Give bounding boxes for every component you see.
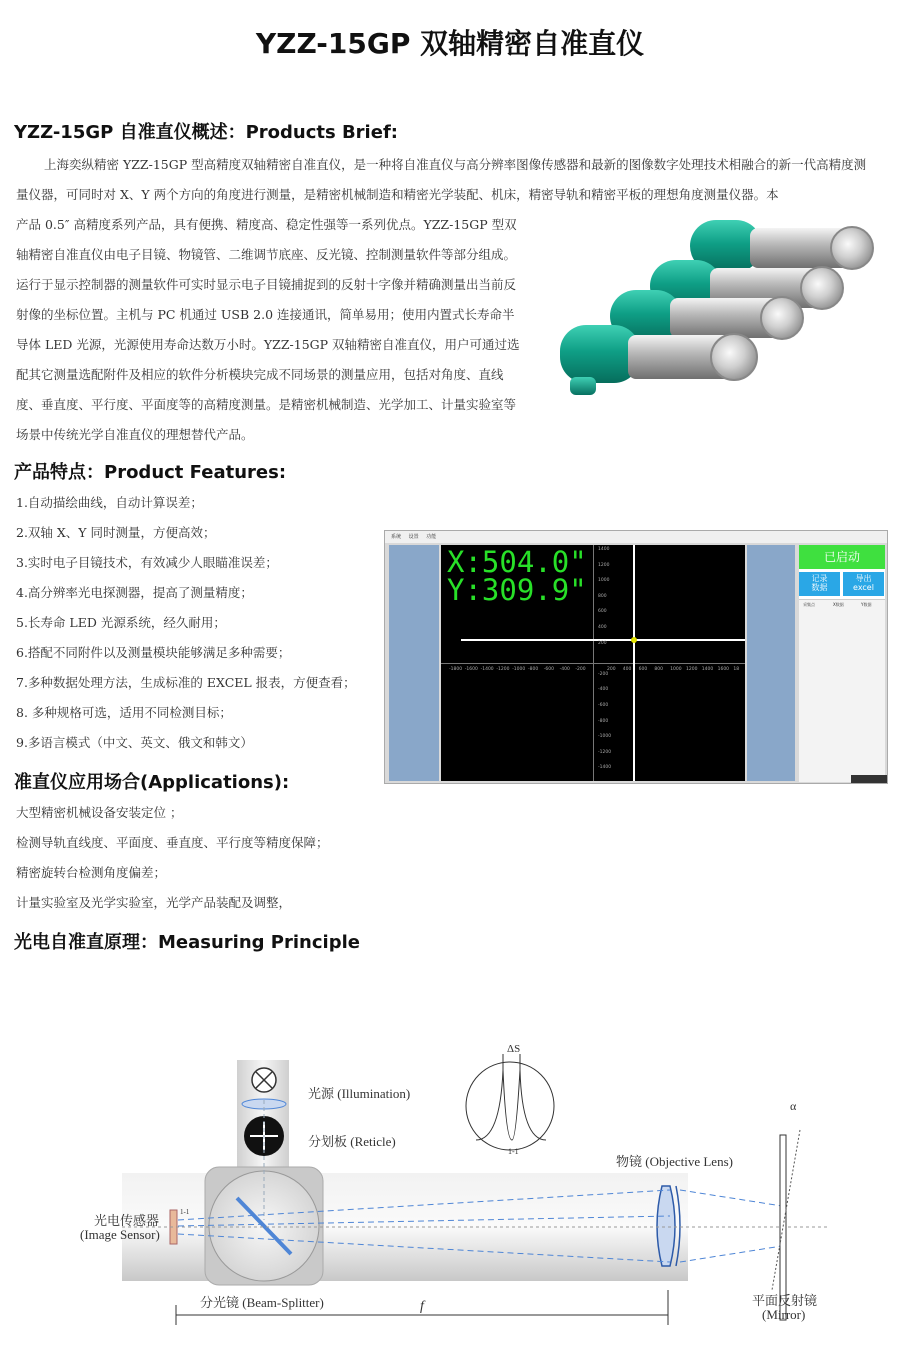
y-tick-label: -1200 [598,749,612,755]
export-excel-button[interactable]: 导出 excel [843,572,884,596]
crosshair-vertical [633,545,635,781]
focal-label: f [420,1299,424,1314]
list-item: 3.实时电子目镜技术，有效减少人眼瞄准误差； [16,555,278,570]
list-item: 4.高分辨率光电探测器，提高了测量精度； [16,585,253,600]
inset-label: 1-1 [508,1147,519,1156]
features-list [16,488,356,758]
software-crosshair-view [441,545,745,781]
x-tick-label: 600 [638,667,648,672]
list-item: 6.搭配不同附件以及测量模块能够满足多种需要； [16,645,291,660]
principle-heading: 光电自准直原理：Measuring Principle [14,932,360,953]
brief-paragraph-full: 上海奕纵精密 YZZ-15GP 型高精度双轴精密自准直仪，是一种将自准直仪与高分辨率图像传感器和最新的图像数字处理技术相融合的新一代高精度测量仪器，可同时对 X、Y 两个方向的角度进行测量，是精密机械制造和精密光学装配、机床，精密导轨和精密平板的理想角度测量仪器。本 [16,157,867,202]
software-control-panel [799,545,885,781]
x-tick-label: 18 [733,667,740,672]
list-item: 检测导轨直线度、平面度、垂直度、平行度等精度保障； [16,835,329,850]
features-heading: 产品特点：Product Features: [14,462,287,483]
taskbar [851,775,887,783]
list-item: 2.双轴 X、Y 同时测量，方便高效； [16,525,216,540]
reticle-label: 分划板 (Reticle) [308,1134,396,1149]
x-tick-label: 200 [607,667,616,672]
x-tick-label: -400 [559,667,570,672]
y-tick-label: -600 [598,703,609,708]
splitter-label: 分光镜 (Beam-Splitter) [200,1295,324,1310]
menu-item[interactable]: 设置 [408,534,419,540]
list-item: 7.多种数据处理方法，生成标准的 EXCEL 报表，方便查看； [16,675,356,690]
table-header: Y数据 [861,602,872,607]
x-axis [441,663,745,664]
objective-label: 物镜 (Objective Lens) [616,1154,733,1169]
applications-list [16,798,329,918]
list-item: 计量实验室及光学实验室，光学产品装配及调整， [16,895,292,910]
spot-profile-inset [466,1062,554,1150]
brief-paragraph-narrow: 产品 0.5″ 高精度系列产品，具有便携、精度高、稳定性强等一系列优点。YZZ-15GP 型双轴精密自准直仪由电子目镜、物镜管、二维调节底座、反光镜、控制测量软件等部分组成。运行于显示控制器的测量软件可实时显示电子目镜捕捉到的反射十字像并精确测量出当前反射像的坐标位置。主机与 PC 机通过 USB 2.0 连接通讯，简单易用；使用内置式长寿命半导体 LED 光源，光源使用寿命达数万小时。YZZ-15GP 双轴精密自准直仪，用户可通过选配其它测量选配附件及相应的软件分析模块完成不同场景的测量应用，包括对角度、直线度、垂直度、平行度、平面度等的高精度测量。是精密机械制造、光学加工、计量实验室等场景中传统光学自准直仪的理想替代产品。 [16,217,520,442]
x-tick-label: 800 [654,667,663,672]
sensor-label-cn: 光电传感器 [94,1213,160,1228]
list-item: 9.多语言模式（中文、英文、俄文和韩文） [16,735,253,750]
mirror-label-en: (Mirror) [762,1307,806,1322]
x-tick-label: -1400 [480,667,494,672]
list-item: 8. 多种规格可选，适用不同检测目标； [16,705,232,720]
software-menubar [385,531,887,543]
product-image [540,220,880,440]
x-tick-label: -1600 [464,667,478,672]
y-tick-label: -400 [598,687,609,693]
sensor-mark: 1-1 [180,1208,190,1216]
x-tick-label: 1600 [717,667,730,672]
table-header: 采集点 [803,602,815,607]
x-tick-label: 1000 [670,667,682,672]
table-header: X数据 [833,602,844,607]
x-tick-label: -600 [543,667,555,672]
y-tick-label: 400 [598,625,607,630]
x-tick-label: -1800 [449,667,463,672]
status-badge: 已启动 [799,545,885,569]
menu-item[interactable]: 功能 [426,534,437,540]
list-item: 5.长寿命 LED 光源系统，经久耐用； [16,615,226,630]
x-tick-label: -800 [528,667,539,672]
applications-heading: 准直仪应用场合(Applications): [14,772,290,793]
y-tick-label: -800 [598,718,609,724]
x-readout: X:504.0" [447,545,587,579]
y-tick-label: 1400 [598,547,610,552]
data-table [799,599,885,782]
software-right-panel [747,545,795,781]
software-left-panel [389,545,439,781]
y-tick-label: 600 [598,609,607,615]
y-readout: Y:309.9" [447,573,587,607]
x-tick-label: 1200 [686,667,698,672]
y-tick-label: 1000 [598,578,610,584]
list-item: 精密旋转台检测角度偏差； [16,865,167,880]
y-tick-label: 200 [598,640,607,646]
page-title: YZZ-15GP 双轴精密自准直仪 [255,27,645,60]
x-tick-label: -200 [575,667,586,672]
sensor-label-en: (Image Sensor) [80,1227,160,1242]
list-item: 1.自动描绘曲线，自动计算误差； [16,495,203,510]
menu-item[interactable]: 系统 [391,534,402,540]
x-tick-label: 1400 [701,667,714,672]
brief-heading: YZZ-15GP 自准直仪概述：Products Brief: [14,122,398,143]
illumination-label: 光源 (Illumination) [308,1086,411,1101]
y-tick-label: -1000 [598,734,612,740]
y-tick-label: -200 [598,671,609,677]
alpha-label: α [790,1099,797,1113]
y-tick-label: -1400 [598,765,612,771]
y-tick-label: 1200 [598,562,610,568]
record-data-button[interactable]: 记录 数据 [799,572,840,596]
x-tick-label: 400 [622,667,632,672]
objective-lens [657,1186,675,1266]
list-item: 大型精密机械设备安装定位 ； [16,805,183,820]
x-tick-label: -1200 [496,667,510,672]
crosshair-center-dot [631,637,637,643]
delta-s-label: ΔS [507,1043,521,1055]
y-tick-label: 800 [598,593,607,599]
mirror-label-cn: 平面反射镜 [752,1293,818,1308]
software-screenshot [384,530,888,784]
x-tick-label: -1000 [512,667,526,672]
